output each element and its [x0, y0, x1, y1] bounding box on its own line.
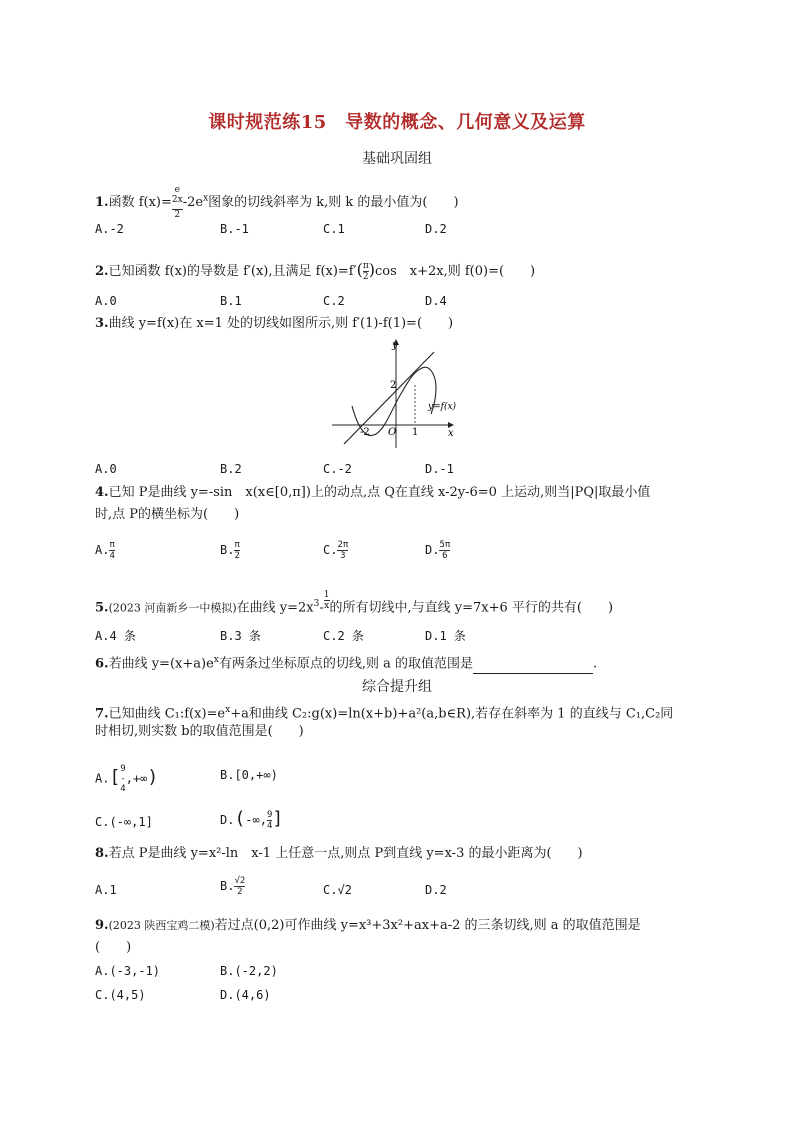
question-text: 已知曲线 C₁:f(x)=e [108, 706, 226, 722]
question-9-line-2: ( ) [95, 940, 132, 955]
question-text: 图象的切线斜率为 k,则 k 的最小值为( ) [208, 195, 459, 210]
question-text: 函数 f(x)= [108, 195, 172, 210]
question-text: 曲线 y=f(x)在 x=1 处的切线如图所示,则 f′(1)-f(1)=( ) [108, 316, 454, 331]
question-source: (2023 陕西宝鸡二模) [108, 919, 215, 932]
option-c: C.2 [323, 294, 345, 308]
tick-label: 1 [412, 427, 419, 438]
option-a: A.4 条 [95, 629, 136, 643]
option-b: B.1 [220, 294, 242, 308]
option-a: A. $\frac{\pi}{4}$ [95, 540, 115, 561]
option-b: B.(-2,2) [220, 964, 278, 978]
curve-label: y=f(x) [428, 402, 457, 412]
question-number: 1. [95, 195, 109, 210]
question-number: 8. [95, 846, 109, 861]
question-1 [95, 185, 459, 220]
tick-label: 2 [390, 380, 397, 391]
question-5: 5.(2023 河南新乡一中模拟)在曲线 $y=2x^3-$ $\frac{1}{x}$ 的所有切线中,与直线 y=7x+6 平行的共有( ) [95, 590, 614, 616]
option-a: A.0 [95, 294, 117, 308]
tick-label: -2 [360, 427, 370, 438]
option-b: B. $\frac{√2}{2}$ [220, 876, 246, 897]
question-7-line-2: 时相切,则实数 b的取值范围是( ) [95, 724, 304, 739]
x-axis-label: x [448, 428, 454, 439]
question-number: 6. [95, 656, 109, 672]
option-c: C.(4,5) [95, 988, 146, 1002]
option-a: A.-2 [95, 222, 124, 236]
page-title: 课时规范练15 导数的概念、几何意义及运算 [208, 112, 586, 133]
y-axis-label: y [392, 340, 398, 351]
section-heading-advanced: 综合提升组 [362, 679, 432, 695]
question-text: 若过点(0,2)可作曲线 y=x³+3x²+ax+a-2 的三条切线,则 a 的取值范围是 [214, 918, 641, 933]
superscript: x [203, 193, 209, 204]
question-text: 若曲线 y=(x+a)e [108, 656, 214, 672]
option-b: B.2 [220, 462, 242, 476]
section-heading-basic: 基础巩固组 [362, 151, 432, 167]
question-4 [95, 483, 650, 503]
option-b: B. $\frac{\pi}{2}$ [220, 540, 240, 561]
option-a: A.(-3,-1) [95, 964, 161, 978]
tangent-graph [330, 336, 460, 452]
question-6: 6.若曲线 $y=(x+a)e^x$有两条过坐标原点的切线,则 a 的取值范围是 . [95, 650, 597, 674]
option-d: D.1 条 [425, 629, 466, 643]
option-b: B.[0,+∞) [220, 768, 278, 782]
question-8 [95, 844, 583, 864]
question-source: (2023 河南新乡一中模拟) [108, 601, 237, 615]
option-b: B.-1 [220, 222, 249, 236]
answer-blank[interactable] [473, 661, 593, 674]
option-d: D.(-∞, $\frac{9}{4}$ ] [220, 808, 284, 831]
option-a: A.0 [95, 462, 117, 476]
question-text: cos x+2x,则 f(0)=( ) [375, 264, 536, 279]
origin-label: O [388, 427, 397, 438]
question-number: 2. [95, 264, 109, 279]
question-3 [95, 314, 453, 334]
fraction: $\frac{\pi}{2}$ [362, 261, 369, 282]
question-number: 7. [95, 706, 109, 722]
question-text: 在曲线 y=2x [236, 600, 314, 616]
question-2: 2.已知函数 f(x)的导数是 f′(x),且满足 f(x)=f′( $\frac{\pi}{2}$ )cos x+2x,则 f(0)=( ) [95, 260, 536, 282]
option-d: D.-1 [425, 462, 454, 476]
fraction: e $^{2x}$ 2 [171, 185, 183, 220]
option-c: C.√2 [323, 883, 352, 897]
option-c: C. $\frac{2\pi}{3}$ [323, 540, 349, 561]
question-text: +a和曲线 C₂:g(x)=ln(x+b)+a²(a,b∈R),若存在斜率为 1 的直线与 C₁,C₂同 [230, 706, 674, 722]
option-c: C.2 条 [323, 629, 364, 643]
option-c: C.-2 [323, 462, 352, 476]
option-d: D.4 [425, 294, 447, 308]
question-number: 3. [95, 316, 109, 331]
question-number: 9. [95, 918, 109, 933]
question-number: 4. [95, 485, 109, 500]
question-7: 7.已知曲线 $C_1:f(x)=e^x+a$和曲线 C₂:g(x)=ln(x+b)+a²(a,b∈R),若存在斜率为 1 的直线与 C₁,C₂同 [95, 705, 674, 722]
option-d: D.2 [425, 883, 447, 897]
question-number: 5. [95, 600, 109, 616]
question-text: 的所有切线中,与直线 y=7x+6 平行的共有( ) [329, 600, 614, 616]
option-d: D.2 [425, 222, 447, 236]
question-text: 已知 P是曲线 y=-sin x(x∈[0,π])上的动点,点 Q在直线 x-2y-6=0 上运动,则当|PQ|取最小值 [108, 485, 651, 500]
option-c: C.(-∞,1] [95, 815, 153, 829]
question-4-line-2: 时,点 P的横坐标为( ) [95, 507, 240, 522]
option-b: B.3 条 [220, 629, 261, 643]
question-9 [95, 916, 641, 936]
option-d: D.(4,6) [220, 988, 271, 1002]
question-text: 已知函数 f(x)的导数是 f′(x),且满足 f(x)=f′ [108, 264, 357, 279]
option-d: D. $\frac{5\pi}{6}$ [425, 540, 451, 561]
option-a: A.1 [95, 883, 117, 897]
question-text: 若点 P是曲线 y=x²-ln x-1 上任意一点,则点 P到直线 y=x-3 的最小距离为( ) [108, 846, 583, 861]
question-text: -2e [182, 195, 204, 210]
option-c: C.1 [323, 222, 345, 236]
option-a: A.[ 9 - 4 ,+∞) [95, 764, 159, 794]
